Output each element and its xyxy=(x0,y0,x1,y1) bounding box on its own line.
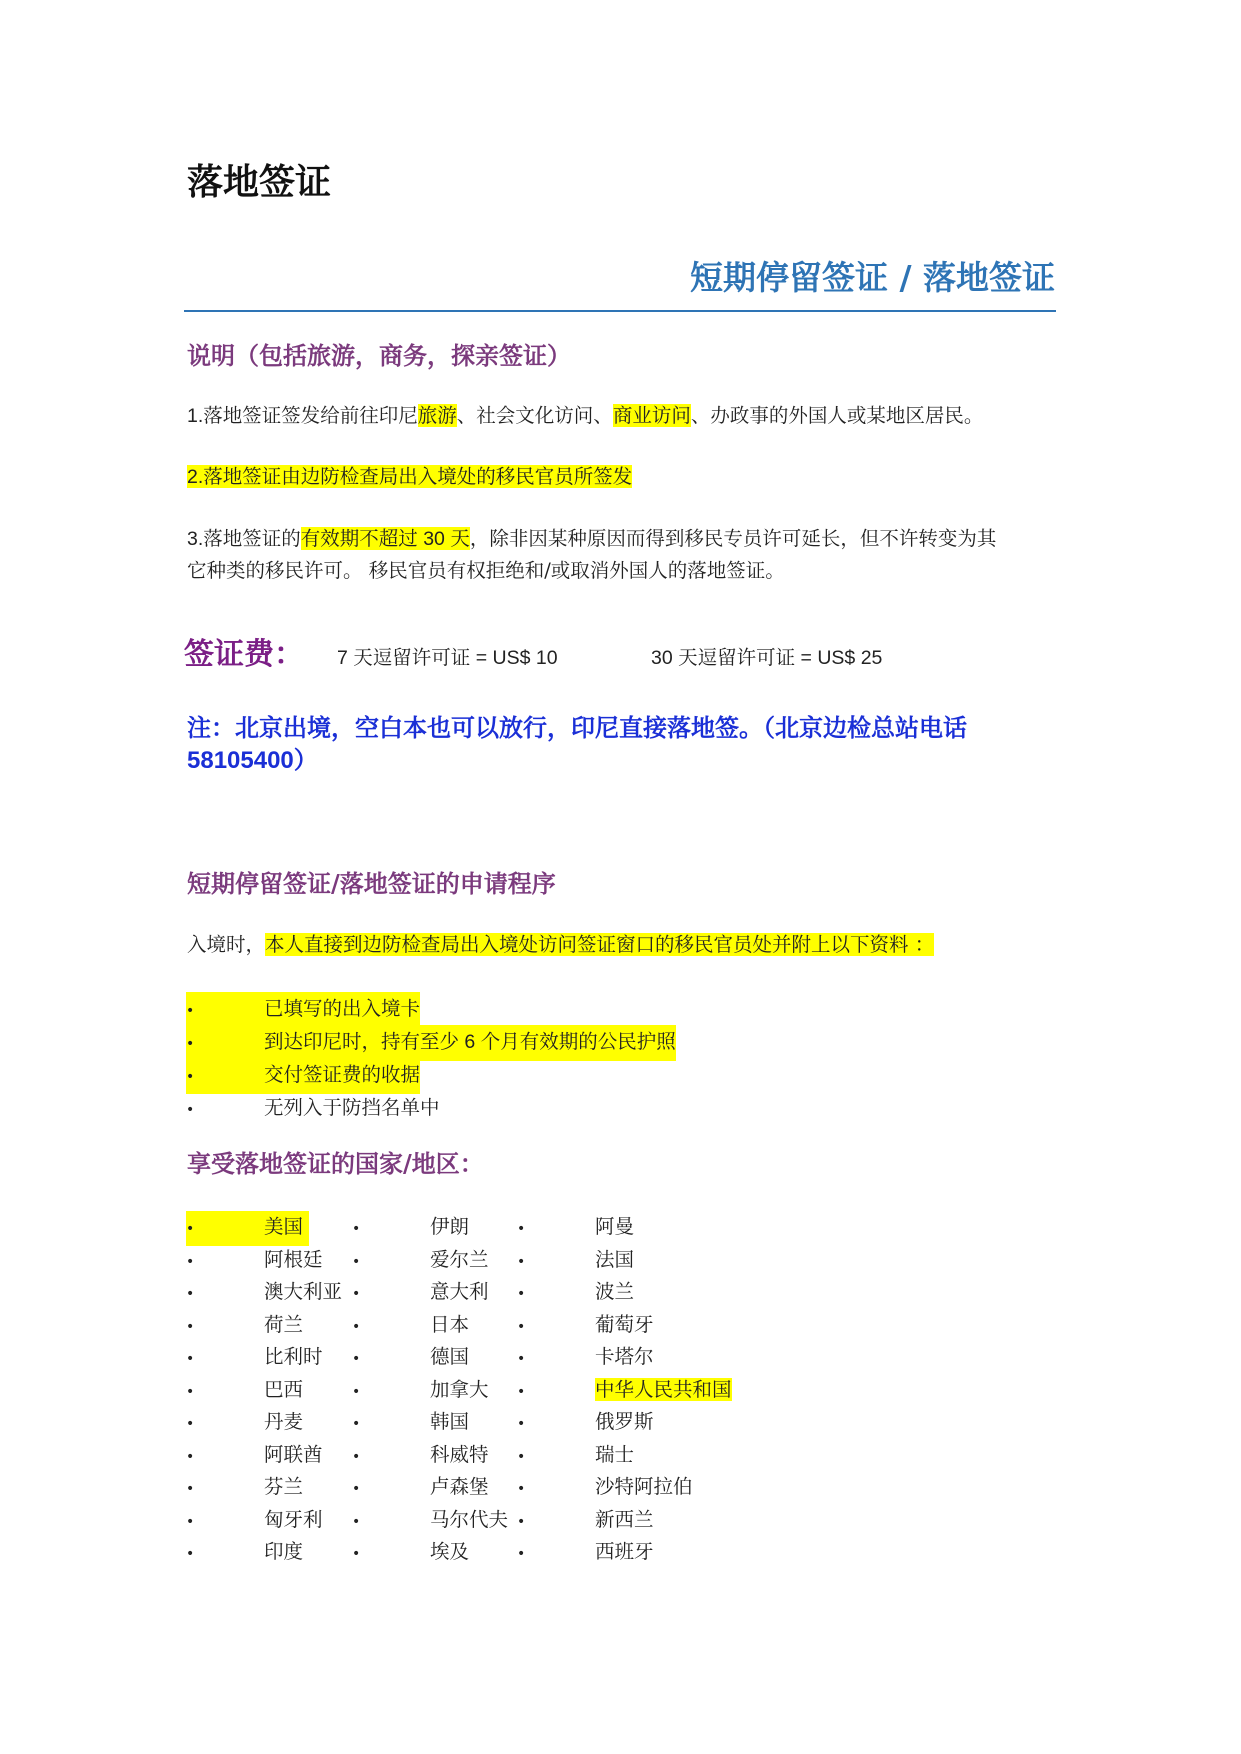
country-name: 阿根廷 xyxy=(264,1247,323,1271)
bullet-icon: • xyxy=(517,1448,526,1465)
document-title: 落地签证 xyxy=(187,161,332,203)
country-name: 加拿大 xyxy=(430,1377,489,1401)
bullet-icon: • xyxy=(517,1318,526,1335)
country-name: 中华人民共和国 xyxy=(595,1377,732,1401)
bullet-icon: • xyxy=(517,1513,526,1530)
fee-item-30-day-number: 30 xyxy=(651,647,679,669)
country-name: 卢森堡 xyxy=(430,1475,489,1498)
country-name: 科威特 xyxy=(430,1442,489,1466)
bullet-icon: • xyxy=(517,1481,526,1497)
description-heading: 说明（包括旅游，商务，探亲签证） xyxy=(187,341,571,370)
beijing-note xyxy=(187,713,1067,777)
title-divider xyxy=(184,310,1056,312)
list-item xyxy=(352,1276,508,1309)
bullet-icon: • xyxy=(352,1318,361,1335)
country-name: 荷兰 xyxy=(264,1312,304,1336)
required-documents-list xyxy=(186,992,676,1124)
bullet-icon: • xyxy=(352,1286,361,1302)
country-name: 伊朗 xyxy=(430,1215,470,1238)
country-name: 法国 xyxy=(595,1247,635,1271)
country-name: 波兰 xyxy=(595,1280,635,1303)
bullet-icon: • xyxy=(352,1253,361,1270)
bullet-icon: • xyxy=(517,1351,526,1367)
countries-column-2 xyxy=(352,1211,508,1569)
fee-item-7-day xyxy=(337,643,558,673)
list-item xyxy=(186,1211,342,1244)
country-name: 澳大利亚 xyxy=(264,1280,343,1303)
bullet-icon: • xyxy=(186,1069,195,1085)
bullet-icon: • xyxy=(186,1416,195,1432)
paragraph-1-text-e: 、办政事的外国人或某地区居民。 xyxy=(690,404,984,427)
list-item-text: 到达印尼时，持有至少 xyxy=(264,1030,460,1053)
country-name: 韩国 xyxy=(430,1410,470,1433)
list-item xyxy=(517,1341,732,1374)
bullet-icon: • xyxy=(186,1351,195,1367)
list-item xyxy=(186,1091,676,1124)
bullet-icon: • xyxy=(186,1036,195,1052)
fee-item-7-day-price: = US$ 10 xyxy=(470,647,558,669)
page-subtitle: 短期停留签证 / 落地签证 xyxy=(689,258,1055,297)
bullet-icon: • xyxy=(186,1513,195,1530)
paragraph-1 xyxy=(187,400,983,432)
bullet-icon: • xyxy=(352,1351,361,1367)
country-name: 新西兰 xyxy=(595,1507,654,1531)
country-name: 卡塔尔 xyxy=(595,1345,654,1368)
list-item xyxy=(186,1309,342,1342)
paragraph-3 xyxy=(187,523,996,555)
bullet-icon: • xyxy=(352,1416,361,1432)
list-item xyxy=(352,1211,508,1244)
list-item xyxy=(352,1439,508,1472)
fee-item-30-day-price: = US$ 25 xyxy=(795,647,883,669)
paragraph-2-text: 落地签证由边防检查局出入境处的移民官员所签发 xyxy=(203,465,633,488)
bullet-icon: • xyxy=(517,1383,526,1400)
bullet-icon: • xyxy=(186,1102,195,1118)
procedure-intro xyxy=(187,930,934,960)
list-item xyxy=(517,1374,732,1407)
country-name: 爱尔兰 xyxy=(430,1247,489,1271)
list-item xyxy=(186,1471,342,1504)
list-item xyxy=(517,1536,732,1569)
bullet-icon: • xyxy=(186,1318,195,1335)
list-item xyxy=(352,1536,508,1569)
beijing-note-line-2: 58105400） xyxy=(187,747,318,774)
list-item xyxy=(517,1504,732,1537)
country-name: 丹麦 xyxy=(264,1410,304,1433)
bullet-icon: • xyxy=(186,1003,195,1019)
bullet-icon: • xyxy=(186,1253,195,1270)
country-name: 俄罗斯 xyxy=(595,1410,654,1433)
country-name: 沙特阿拉伯 xyxy=(595,1475,693,1498)
list-item xyxy=(352,1244,508,1277)
bullet-icon: • xyxy=(352,1513,361,1530)
bullet-icon: • xyxy=(186,1383,195,1400)
list-item xyxy=(186,1406,342,1439)
bullet-icon: • xyxy=(352,1546,361,1562)
paragraph-1-highlight-business: 商业访问 xyxy=(612,404,691,427)
paragraph-3-line-2: 它种类的移民许可。 移民官员有权拒绝和/或取消外国人的落地签证。 xyxy=(187,559,785,582)
list-item xyxy=(517,1244,732,1277)
paragraph-1-text-c: 、社会文化访问、 xyxy=(456,404,613,427)
beijing-note-line-1: 注：北京出境，空白本也可以放行，印尼直接落地签。（北京边检总站电话 xyxy=(187,715,967,742)
paragraph-2 xyxy=(187,461,632,493)
list-item xyxy=(352,1406,508,1439)
fee-item-7-day-text: 天逗留许可证 xyxy=(353,646,471,669)
visa-fee-label: 签证费： xyxy=(184,637,304,672)
list-item-text: 无列入于防挡名单中 xyxy=(264,1096,440,1119)
paragraph-2-number: 2. xyxy=(187,466,204,488)
country-name: 阿曼 xyxy=(595,1215,635,1238)
procedure-intro-highlight: 本人直接到边防检查局出入境处访问签证窗口的移民官员处并附上以下资料 ： xyxy=(265,933,935,956)
country-name: 西班牙 xyxy=(595,1540,654,1563)
list-item xyxy=(517,1211,732,1244)
paragraph-3-text-a: 落地签证的 xyxy=(203,527,301,550)
list-item xyxy=(352,1504,508,1537)
paragraph-1-number: 1. xyxy=(187,405,204,427)
list-item xyxy=(186,1439,342,1472)
paragraph-3-highlight-text-2: 天 xyxy=(450,527,470,550)
country-name: 比利时 xyxy=(264,1345,323,1368)
list-item xyxy=(186,1504,342,1537)
list-item xyxy=(352,1341,508,1374)
paragraph-1-highlight-tourism: 旅游 xyxy=(417,404,457,427)
paragraph-3-highlight-text-1: 有效期不超过 xyxy=(300,527,418,550)
fee-item-7-day-number: 7 xyxy=(337,647,354,669)
list-item xyxy=(352,1309,508,1342)
country-name: 匈牙利 xyxy=(264,1507,323,1531)
list-item xyxy=(517,1309,732,1342)
list-item xyxy=(186,1536,342,1569)
bullet-icon: • xyxy=(517,1253,526,1270)
country-name: 美国 xyxy=(264,1215,304,1238)
paragraph-3-highlight-number: 30 xyxy=(417,528,451,550)
list-item xyxy=(186,1058,676,1091)
bullet-icon: • xyxy=(352,1383,361,1400)
list-item xyxy=(517,1276,732,1309)
countries-heading: 享受落地签证的国家/地区： xyxy=(187,1149,484,1178)
list-item xyxy=(186,1276,342,1309)
list-item xyxy=(517,1471,732,1504)
country-name: 印度 xyxy=(264,1540,304,1563)
country-name: 德国 xyxy=(430,1345,470,1368)
procedure-heading: 短期停留签证/落地签证的申请程序 xyxy=(187,869,556,898)
bullet-icon: • xyxy=(352,1221,361,1237)
list-item xyxy=(517,1406,732,1439)
bullet-icon: • xyxy=(517,1416,526,1432)
country-name: 阿联酋 xyxy=(264,1442,323,1466)
country-name: 瑞士 xyxy=(595,1442,635,1466)
bullet-icon: • xyxy=(186,1546,195,1562)
countries-column-1 xyxy=(186,1211,342,1569)
list-item xyxy=(186,1025,676,1058)
paragraph-3-number: 3. xyxy=(187,528,204,550)
list-item xyxy=(352,1471,508,1504)
bullet-icon: • xyxy=(352,1481,361,1497)
country-name: 巴西 xyxy=(264,1377,304,1401)
bullet-icon: • xyxy=(517,1546,526,1562)
bullet-icon: • xyxy=(186,1481,195,1497)
list-item xyxy=(517,1439,732,1472)
paragraph-3-text-c: ，除非因某种原因而得到移民专员许可延长，但不许转变为其 xyxy=(469,527,997,550)
country-name: 马尔代夫 xyxy=(430,1507,509,1531)
bullet-icon: • xyxy=(186,1221,195,1237)
procedure-intro-text: 入境时， xyxy=(187,933,266,956)
country-name: 意大利 xyxy=(430,1280,489,1303)
list-item-text-b: 个月有效期的公民护照 xyxy=(480,1030,676,1053)
fee-item-30-day-text: 天逗留许可证 xyxy=(678,646,796,669)
list-item xyxy=(186,1374,342,1407)
list-item xyxy=(186,1244,342,1277)
country-name: 日本 xyxy=(430,1312,470,1336)
list-item xyxy=(186,1341,342,1374)
list-item-text: 交付签证费的收据 xyxy=(264,1063,421,1086)
bullet-icon: • xyxy=(186,1448,195,1465)
country-name: 芬兰 xyxy=(264,1475,304,1498)
fee-item-30-day xyxy=(651,643,882,673)
list-item-number: 6 xyxy=(459,1031,481,1053)
list-item xyxy=(352,1374,508,1407)
list-item xyxy=(186,992,676,1025)
paragraph-1-text-a: 落地签证签发给前往印尼 xyxy=(203,404,418,427)
country-name: 埃及 xyxy=(430,1540,470,1563)
bullet-icon: • xyxy=(517,1221,526,1237)
bullet-icon: • xyxy=(352,1448,361,1465)
countries-column-3 xyxy=(517,1211,732,1569)
list-item-text: 已填写的出入境卡 xyxy=(264,997,421,1020)
paragraph-3-highlight-validity xyxy=(301,527,470,550)
bullet-icon: • xyxy=(186,1286,195,1302)
country-name: 葡萄牙 xyxy=(595,1312,654,1336)
bullet-icon: • xyxy=(517,1286,526,1302)
